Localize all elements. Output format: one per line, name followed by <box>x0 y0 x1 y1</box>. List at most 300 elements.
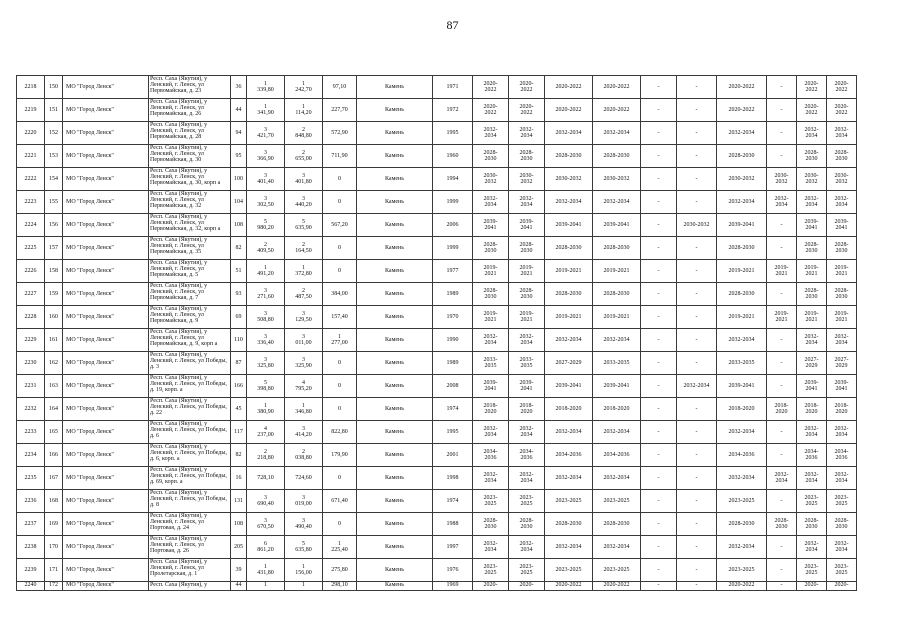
table-cell: - <box>641 214 677 237</box>
table-cell: 2028- 2030 <box>473 145 509 168</box>
table-cell: Камень <box>357 398 433 421</box>
table-cell: 2028- 2030 <box>509 145 545 168</box>
table-cell: - <box>767 145 797 168</box>
table-cell: - <box>767 122 797 145</box>
table-cell: - <box>767 352 797 375</box>
table-cell: - <box>677 260 717 283</box>
table-cell: 2225 <box>17 237 45 260</box>
table-cell: 1988 <box>433 513 473 536</box>
table-cell: 2023-2025 <box>545 559 593 582</box>
table-cell: 150 <box>45 76 63 99</box>
table-cell: 2 655,00 <box>285 145 323 168</box>
table-cell: 2034-2036 <box>545 444 593 467</box>
table-cell: 151 <box>45 99 63 122</box>
table-cell: 2020- 2022 <box>509 99 545 122</box>
table-cell: 97,10 <box>323 76 357 99</box>
table-row <box>17 490 857 513</box>
table-cell: 2020-2022 <box>717 76 767 99</box>
table-cell: МО "Город Ленск" <box>63 490 149 513</box>
table-cell: - <box>641 283 677 306</box>
table-cell: 2028-2030 <box>545 237 593 260</box>
table-cell: 162 <box>45 352 63 375</box>
table-cell: - <box>677 168 717 191</box>
table-cell: Респ. Саха (Якутия), у Ленский, г. Ленск, ул Пролетарская, д. 1 <box>149 559 231 582</box>
table-cell: - <box>677 306 717 329</box>
table-cell: - <box>677 237 717 260</box>
table-cell: Камень <box>357 122 433 145</box>
table-cell: 2229 <box>17 329 45 352</box>
table-row <box>17 444 857 467</box>
table-cell: - <box>767 421 797 444</box>
table-cell: 1 156,00 <box>285 559 323 582</box>
table-cell: 2219 <box>17 99 45 122</box>
table-cell: 724,60 <box>285 467 323 490</box>
table-cell: 2020- 2022 <box>827 76 857 99</box>
table-cell: 2028-2030 <box>545 283 593 306</box>
table-row <box>17 122 857 145</box>
table-cell: 3 336,40 <box>247 329 285 352</box>
table-cell: 2028- 2030 <box>797 283 827 306</box>
table-cell: 2028- 2030 <box>827 145 857 168</box>
table-cell: 3 325,80 <box>247 352 285 375</box>
table-cell: 2032-2034 <box>677 375 717 398</box>
table-cell: 2034-2036 <box>717 444 767 467</box>
table-cell: 3 690,40 <box>247 490 285 513</box>
table-cell: Респ. Саха (Якутия), у Ленский, г. Ленск, ул Портовая, д. 24 <box>149 513 231 536</box>
table-cell: 2032- 2034 <box>827 191 857 214</box>
table-cell: 160 <box>45 306 63 329</box>
table-cell: 2020-2022 <box>593 582 641 591</box>
table-cell: - <box>767 536 797 559</box>
table-cell: Камень <box>357 76 433 99</box>
table-cell: 2018-2020 <box>545 398 593 421</box>
table-cell: 2019-2021 <box>593 306 641 329</box>
table-cell: 0 <box>323 352 357 375</box>
table-cell: - <box>641 329 677 352</box>
table-cell: Камень <box>357 444 433 467</box>
table-cell: 2034- 2036 <box>509 444 545 467</box>
table-cell: 2030-2032 <box>545 168 593 191</box>
table-cell: 156 <box>45 214 63 237</box>
table-cell: - <box>641 490 677 513</box>
table-cell: Респ. Саха (Якутия), у <box>149 582 231 591</box>
table-cell: 3 019,00 <box>285 490 323 513</box>
table-cell: 2032-2034 <box>717 122 767 145</box>
table-cell: Респ. Саха (Якутия), у Ленский, г. Ленск, ул Первомайская, д. 32, корп а <box>149 214 231 237</box>
table-cell: МО "Город Ленск" <box>63 237 149 260</box>
table-cell: - <box>641 398 677 421</box>
table-cell: Камень <box>357 237 433 260</box>
table-cell: Камень <box>357 352 433 375</box>
table-cell: - <box>677 398 717 421</box>
table-cell: 2032- 2034 <box>797 536 827 559</box>
table-cell: 2028- 2030 <box>473 513 509 536</box>
table-cell: - <box>767 444 797 467</box>
table-cell: - <box>641 306 677 329</box>
table-cell: - <box>767 237 797 260</box>
table-cell: 2039-2041 <box>545 214 593 237</box>
table-cell: 167 <box>45 467 63 490</box>
table-cell: 2032-2034 <box>545 421 593 444</box>
table-cell: 165 <box>45 421 63 444</box>
table-cell: 155 <box>45 191 63 214</box>
table-cell: 1 277,00 <box>323 329 357 352</box>
table-cell: 2039- 2041 <box>797 375 827 398</box>
table-cell: 1998 <box>433 467 473 490</box>
table-cell: 0 <box>323 260 357 283</box>
table-cell: 5 635,90 <box>285 214 323 237</box>
table-cell: МО "Город Ленск" <box>63 76 149 99</box>
table-cell: - <box>641 237 677 260</box>
table-cell: 2020- 2022 <box>797 99 827 122</box>
table-cell: Респ. Саха (Якутия), у Ленский, г. Ленск, ул Победы, д. 8 <box>149 490 231 513</box>
table-cell: 2030- 2032 <box>827 168 857 191</box>
table-cell: 44 <box>231 582 247 591</box>
table-cell: 2239 <box>17 559 45 582</box>
table-cell: 2019-2021 <box>717 306 767 329</box>
table-cell: 2032-2034 <box>545 122 593 145</box>
table-cell: 1999 <box>433 191 473 214</box>
table-cell: 2231 <box>17 375 45 398</box>
table-row <box>17 559 857 582</box>
table-cell: 3 440,20 <box>285 191 323 214</box>
table-cell: Камень <box>357 329 433 352</box>
table-cell: 2032- 2034 <box>509 329 545 352</box>
table-cell: - <box>641 467 677 490</box>
table-cell: 1 339,80 <box>247 76 285 99</box>
table-cell: 2023-2025 <box>717 559 767 582</box>
table-cell: МО "Город Ленск" <box>63 329 149 352</box>
table-cell: 158 <box>45 260 63 283</box>
table-cell: Камень <box>357 559 433 582</box>
table-row <box>17 421 857 444</box>
table-cell: Респ. Саха (Якутия), у Ленский, г. Ленск, ул Первомайская, д. 28 <box>149 122 231 145</box>
table-cell: 1971 <box>433 76 473 99</box>
table-cell: 2028- 2030 <box>797 513 827 536</box>
table-cell: 0 <box>323 168 357 191</box>
table-cell: 2027-2029 <box>545 352 593 375</box>
table-cell: 2032-2034 <box>545 536 593 559</box>
table-cell: 2018- 2020 <box>797 398 827 421</box>
table-cell: - <box>677 145 717 168</box>
table-cell: 2032- 2034 <box>797 421 827 444</box>
table-cell: 1999 <box>433 237 473 260</box>
table-cell: 2032-2034 <box>593 329 641 352</box>
table-cell: Респ. Саха (Якутия), у Ленский, г. Ленск, ул Первомайская, д. 5 <box>149 260 231 283</box>
table-cell: 2028- 2030 <box>797 145 827 168</box>
table-cell: - <box>641 260 677 283</box>
table-cell: Камень <box>357 490 433 513</box>
table-cell: 2019-2021 <box>545 260 593 283</box>
table-cell: 2018- 2020 <box>473 398 509 421</box>
table-cell: Респ. Саха (Якутия), у Ленский, г. Ленск, ул Победы, д. 3 <box>149 352 231 375</box>
table-cell: 2019- 2021 <box>767 306 797 329</box>
table-cell: 1989 <box>433 352 473 375</box>
table-cell: 2220 <box>17 122 45 145</box>
table-cell: - <box>767 490 797 513</box>
table-cell: МО "Город Ленск" <box>63 191 149 214</box>
table-cell: 163 <box>45 375 63 398</box>
table-cell: Респ. Саха (Якутия), у Ленский, г. Ленск, ул Первомайская, д. 9, корп а <box>149 329 231 352</box>
table-cell: 169 <box>45 513 63 536</box>
table-cell: 16 <box>231 467 247 490</box>
table-cell: Камень <box>357 145 433 168</box>
table-cell: 2023- 2025 <box>827 490 857 513</box>
table-cell: 2027- 2029 <box>797 352 827 375</box>
table-cell: 154 <box>45 168 63 191</box>
table-cell: 2027- 2029 <box>827 352 857 375</box>
table-cell: 2001 <box>433 444 473 467</box>
table-cell: 157,40 <box>323 306 357 329</box>
table-row <box>17 329 857 352</box>
table-cell: 2028-2030 <box>717 145 767 168</box>
table-cell: - <box>677 490 717 513</box>
table-cell: 153 <box>45 145 63 168</box>
table-cell: 2028-2030 <box>593 237 641 260</box>
table-row <box>17 536 857 559</box>
table-cell: 2039- 2041 <box>797 214 827 237</box>
table-cell: 567,20 <box>323 214 357 237</box>
table-cell: 1995 <box>433 421 473 444</box>
table-row <box>17 237 857 260</box>
table-cell: Респ. Саха (Якутия), у Ленский, г. Ленск, ул Победы, д. 6 <box>149 421 231 444</box>
table-cell: 1 <box>247 582 285 591</box>
table-cell: Камень <box>357 99 433 122</box>
table-cell: 2028- 2030 <box>473 237 509 260</box>
table-row <box>17 352 857 375</box>
table-cell: МО "Город Ленск" <box>63 145 149 168</box>
table-cell: 1 491,20 <box>247 260 285 283</box>
table-cell: 2236 <box>17 490 45 513</box>
table-cell: 2226 <box>17 260 45 283</box>
table-row <box>17 260 857 283</box>
table-cell: - <box>641 375 677 398</box>
table-cell: - <box>677 536 717 559</box>
table-cell: 2020-2022 <box>717 99 767 122</box>
table-cell: 170 <box>45 536 63 559</box>
table-cell: 2023- 2025 <box>509 490 545 513</box>
table-cell: МО "Город Ленск" <box>63 260 149 283</box>
table-cell: 2232 <box>17 398 45 421</box>
table-cell: 2039-2041 <box>593 375 641 398</box>
table-cell: 2019-2021 <box>717 260 767 283</box>
table-cell: 2028- 2030 <box>509 237 545 260</box>
table-cell: 82 <box>231 444 247 467</box>
table-cell: 1995 <box>433 122 473 145</box>
table-cell: Респ. Саха (Якутия), у Ленский, г. Ленск, ул Победы, д. 22 <box>149 398 231 421</box>
table-cell: 2030-2032 <box>677 214 717 237</box>
table-cell: - <box>641 352 677 375</box>
table-cell: - <box>677 283 717 306</box>
table-cell: 1970 <box>433 306 473 329</box>
table-cell: 2032-2034 <box>593 421 641 444</box>
table-cell: 36 <box>231 76 247 99</box>
table-cell: 2028-2030 <box>717 513 767 536</box>
table-cell: 108 <box>231 214 247 237</box>
table-cell: 2039- 2041 <box>473 214 509 237</box>
table-cell: 1977 <box>433 260 473 283</box>
table-cell: - <box>677 513 717 536</box>
table-cell: 2018-2020 <box>717 398 767 421</box>
table-cell: 1 431,80 <box>247 559 285 582</box>
table-cell: Респ. Саха (Якутия), у Ленский, г. Ленск, ул Первомайская, д. 35 <box>149 237 231 260</box>
table-cell: - <box>767 283 797 306</box>
table-cell: МО "Город Ленск" <box>63 306 149 329</box>
table-row <box>17 283 857 306</box>
table-cell: 2018- 2020 <box>509 398 545 421</box>
table-cell: 2032-2034 <box>545 467 593 490</box>
table-cell: 2234 <box>17 444 45 467</box>
table-cell: 110 <box>231 329 247 352</box>
table-cell: 2028-2030 <box>545 145 593 168</box>
table-cell: 2032- 2034 <box>827 329 857 352</box>
table-cell: Камень <box>357 421 433 444</box>
table-cell: - <box>767 559 797 582</box>
table-cell: 2032- 2034 <box>509 536 545 559</box>
table-cell: Респ. Саха (Якутия), у Ленский, г. Ленск, ул Первомайская, д. 26 <box>149 99 231 122</box>
table-cell: Респ. Саха (Якутия), у Ленский, г. Ленск, ул Первомайская, д. 30, корп а <box>149 168 231 191</box>
table-cell: 2032-2034 <box>717 191 767 214</box>
table-cell: 2039- 2041 <box>473 375 509 398</box>
table-cell: 2 487,50 <box>285 283 323 306</box>
table-cell: 5 635,80 <box>285 536 323 559</box>
table-cell: 2028-2030 <box>593 145 641 168</box>
table-cell: 2032-2034 <box>593 536 641 559</box>
table-cell: 157 <box>45 237 63 260</box>
table-cell: МО "Город Ленск" <box>63 168 149 191</box>
table-cell: 2039-2041 <box>593 214 641 237</box>
table-cell: 2020- <box>509 582 545 591</box>
table-cell: 2030-2032 <box>593 168 641 191</box>
table-cell: 2222 <box>17 168 45 191</box>
table-cell: 2019- 2021 <box>509 306 545 329</box>
table-cell: 94 <box>231 122 247 145</box>
table-cell: 3 271,60 <box>247 283 285 306</box>
table-cell: 2019- 2021 <box>509 260 545 283</box>
table-cell: 2032-2034 <box>545 191 593 214</box>
table-cell: 2023- 2025 <box>473 490 509 513</box>
table-cell: 2023- 2025 <box>797 559 827 582</box>
table-cell: 711,90 <box>323 145 357 168</box>
table-row <box>17 76 857 99</box>
table-cell: Камень <box>357 306 433 329</box>
table-cell: 1976 <box>433 559 473 582</box>
table-cell: 4 795,20 <box>285 375 323 398</box>
table-cell: 39 <box>231 559 247 582</box>
table-cell: 3 325,90 <box>285 352 323 375</box>
table-cell: 3 508,80 <box>247 306 285 329</box>
table-cell: 2039-2041 <box>545 375 593 398</box>
table-cell: Респ. Саха (Якутия), у Ленский, г. Ленск, ул Победы, д. 6, корп. а <box>149 444 231 467</box>
table-cell: 2023-2025 <box>717 490 767 513</box>
table-cell: 45 <box>231 398 247 421</box>
table-row <box>17 168 857 191</box>
table-cell: 2032- 2034 <box>473 467 509 490</box>
table-cell: МО "Город Ленск" <box>63 513 149 536</box>
table-cell: 2034- 2036 <box>473 444 509 467</box>
table-cell: - <box>767 76 797 99</box>
table-cell: 2032-2034 <box>593 467 641 490</box>
table-cell: 95 <box>231 145 247 168</box>
table-cell: 2032-2034 <box>717 329 767 352</box>
table-cell: 2032- 2034 <box>797 467 827 490</box>
table-cell: 4 237,00 <box>247 421 285 444</box>
table-cell: 2019- 2021 <box>797 260 827 283</box>
table-cell: 131 <box>231 490 247 513</box>
table-cell: - <box>677 559 717 582</box>
table-cell: МО "Город Ленск" <box>63 375 149 398</box>
table-cell: 2224 <box>17 214 45 237</box>
table-cell: Респ. Саха (Якутия), у Ленский, г. Ленск, ул Первомайская, д. 9 <box>149 306 231 329</box>
table-row <box>17 582 857 591</box>
table-cell: 69 <box>231 306 247 329</box>
table-cell: 2008 <box>433 375 473 398</box>
table-cell: 0 <box>323 375 357 398</box>
table-cell: 0 <box>323 237 357 260</box>
table-cell: 2032- 2034 <box>827 467 857 490</box>
table-cell: - <box>677 329 717 352</box>
table-cell: - <box>641 444 677 467</box>
table-cell: 2032- 2034 <box>473 536 509 559</box>
table-cell: 2028-2030 <box>593 513 641 536</box>
table-cell: 166 <box>45 444 63 467</box>
table-cell: 2023- 2025 <box>509 559 545 582</box>
table-cell: - <box>677 444 717 467</box>
table-cell: Респ. Саха (Якутия), у Ленский, г. Ленск, ул Первомайская, д. 23 <box>149 76 231 99</box>
table-cell: 168 <box>45 490 63 513</box>
table-cell: 2020-2022 <box>545 582 593 591</box>
table-row <box>17 398 857 421</box>
table-cell: 2020- 2022 <box>797 76 827 99</box>
table-cell: 2030- 2032 <box>797 168 827 191</box>
table-cell: 2020-2022 <box>593 99 641 122</box>
table-cell: 3 011,00 <box>285 329 323 352</box>
table-cell: 3 302,50 <box>247 191 285 214</box>
table-cell: - <box>641 536 677 559</box>
table-cell: 2033-2035 <box>593 352 641 375</box>
table-cell: - <box>677 421 717 444</box>
table-cell: - <box>641 168 677 191</box>
table-cell: 1 242,70 <box>285 76 323 99</box>
table-cell: 1997 <box>433 536 473 559</box>
table-cell: 671,40 <box>323 490 357 513</box>
table-cell: 171 <box>45 559 63 582</box>
table-cell: 2032- 2034 <box>797 191 827 214</box>
table-cell: 728,10 <box>247 467 285 490</box>
table-cell: 822,80 <box>323 421 357 444</box>
table-cell: 2020- <box>797 582 827 591</box>
table-cell: 1 114,20 <box>285 99 323 122</box>
table-cell: 2023-2025 <box>545 490 593 513</box>
table-cell: Респ. Саха (Якутия), у Ленский, г. Ленск, ул Портовая, д. 26 <box>149 536 231 559</box>
table-cell: 6 861,20 <box>247 536 285 559</box>
table-cell: - <box>677 99 717 122</box>
table-cell: 3 129,50 <box>285 306 323 329</box>
table-cell: 2032-2034 <box>593 191 641 214</box>
table-cell: 3 490,40 <box>285 513 323 536</box>
table-cell: МО "Город Ленск" <box>63 352 149 375</box>
table-cell: 2033-2035 <box>717 352 767 375</box>
table-cell: 384,00 <box>323 283 357 306</box>
table-cell: 2020- <box>473 582 509 591</box>
table-cell: 2228 <box>17 306 45 329</box>
table-cell: 0 <box>323 467 357 490</box>
table-row <box>17 191 857 214</box>
table-cell: 2028-2030 <box>593 283 641 306</box>
table-cell: - <box>677 191 717 214</box>
table-cell: 87 <box>231 352 247 375</box>
table-cell: 2039-2041 <box>717 214 767 237</box>
